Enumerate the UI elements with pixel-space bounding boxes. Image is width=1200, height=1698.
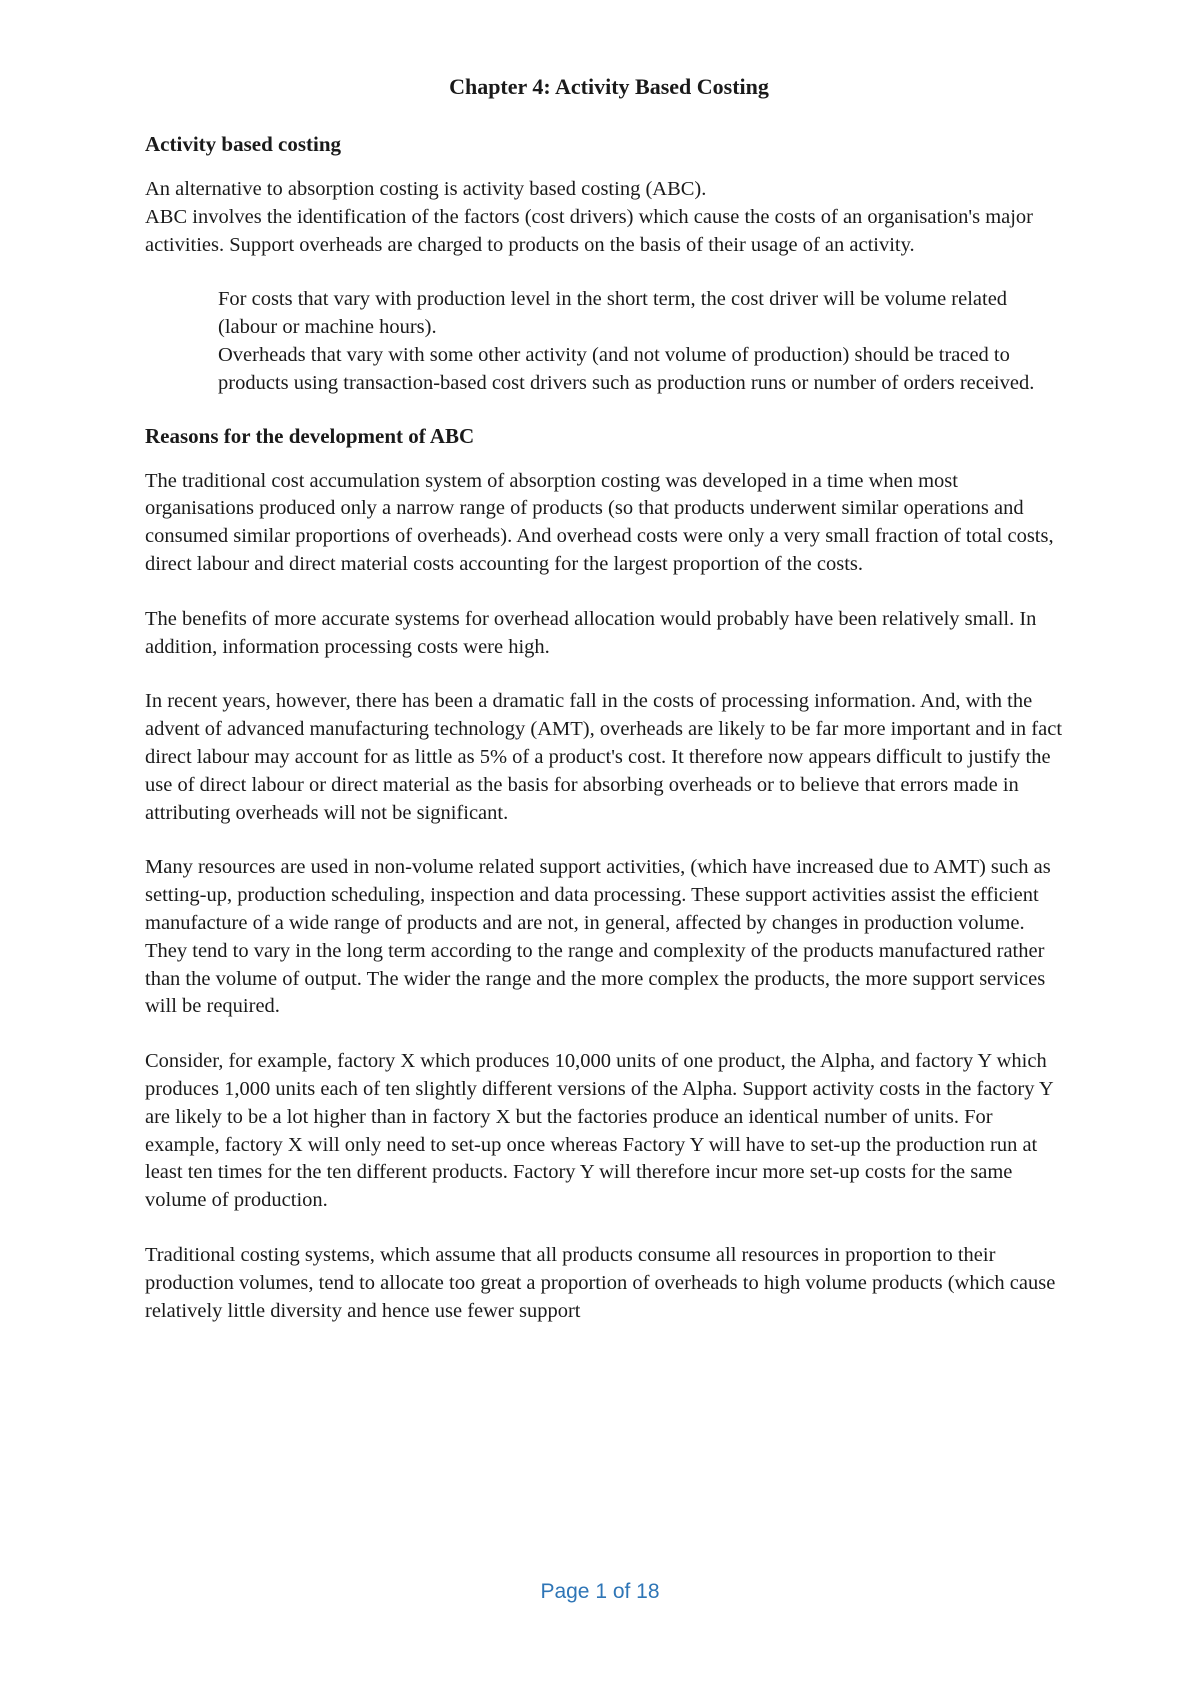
paragraph-recent-years: In recent years, however, there has been a dramatic fall in the costs of processing information. And, with the advent of advanced manufacturing technology (AMT), overheads are likely to be far more important and in fact direct labour may account for as little as 5% of a product's cost. It therefore now appears difficult to justify the use of direct labour or direct material as the basis for absorbing overheads or to believe that errors made in attributing overheads will not be significant. xyxy=(145,690,1063,824)
section-heading-activity-based-costing: Activity based costing xyxy=(145,132,341,156)
paragraph-factory-example: Consider, for example, factory X which produces 10,000 units of one product, the Alpha, and factory Y which produces 1,000 units each of ten slightly different versions of the Alpha. Support activity costs in the factory Y are likely to be a lot higher than in factory X but the factories produce an identical number of units. For example, factory X will only need to set-up once whereas Factory Y will have to set-up the production run at least ten times for the ten different products. Factory Y will therefore incur more set-up costs for the same volume of production. xyxy=(145,1050,1053,1212)
paragraph-intro: An alternative to absorption costing is activity based costing (ABC). xyxy=(145,178,707,200)
paragraph-traditional-costing: Traditional costing systems, which assume that all products consume all resources in proportion to their production volumes, tend to allocate too great a proportion of overheads to high volume products (which cause relatively little diversity and hence use fewer support xyxy=(145,1243,1056,1322)
paragraph-benefits: The benefits of more accurate systems for overhead allocation would probably have been relatively small. In addition, information processing costs were high. xyxy=(145,607,1037,658)
section-heading-reasons: Reasons for the development of ABC xyxy=(145,423,475,448)
document-content xyxy=(145,72,1065,1325)
document-title: Chapter 4: Activity Based Costing xyxy=(449,74,769,99)
paragraph-non-volume-resources: Many resources are used in non-volume related support activities, (which have increased due to AMT) such as setting-up, production scheduling, inspection and data processing. These support activities assist the efficient manufacture of a wide range of products and are not, in general, affected by changes in production volume. They tend to vary in the long term according to the range and complexity of the products manufactured rather than the volume of output. The wider the range and the more complex the products, the more support services will be required. xyxy=(145,856,1051,1018)
paragraph-abc-definition: ABC involves the identification of the factors (cost drivers) which cause the costs of an organisation's major activities. Support overheads are charged to products on the basis of their usage of an activity. xyxy=(145,205,1034,256)
paragraph-traditional-system: The traditional cost accumulation system of absorption costing was developed in a time when most organisations produced only a narrow range of products (so that products underwent similar operations and consumed similar proportions of overheads). And overhead costs were only a very small fraction of total costs, direct labour and direct material costs accounting for the largest proportion of the costs. xyxy=(145,469,1054,575)
indented-paragraph-transaction-based: Overheads that vary with some other activity (and not volume of production) should be traced to products using transaction-based cost drivers such as production runs or number of orders received. xyxy=(218,343,1035,394)
indented-paragraph-volume-related: For costs that vary with production level in the short term, the cost driver will be volume related (labour or machine hours). xyxy=(218,288,1008,339)
page-number: Page 1 of 18 xyxy=(540,1580,660,1603)
